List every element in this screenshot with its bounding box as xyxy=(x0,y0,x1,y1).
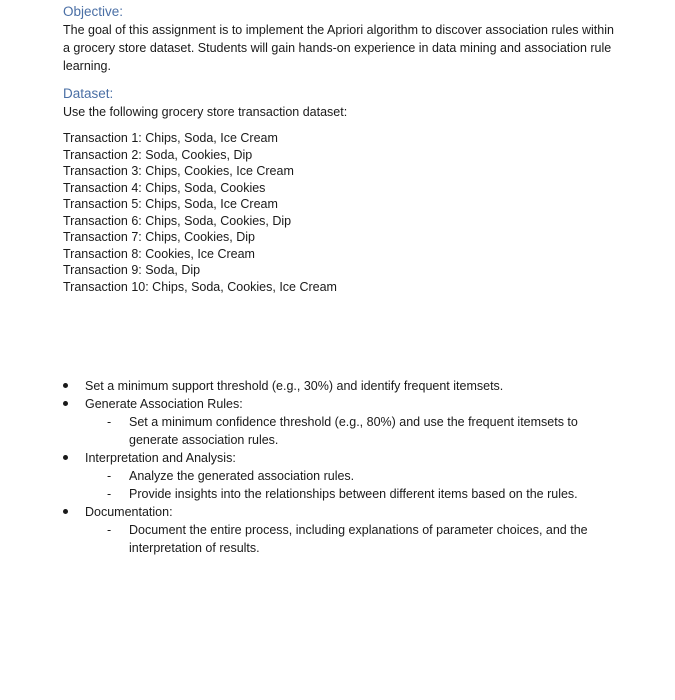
subtask-text: Provide insights into the relationships between different items based on the rules. xyxy=(129,487,578,501)
task-text: Generate Association Rules: xyxy=(85,397,243,411)
bullet-icon xyxy=(63,401,68,406)
transaction-line: Transaction 2: Soda, Cookies, Dip xyxy=(63,147,253,162)
task-text: Set a minimum support threshold (e.g., 30%) and identify frequent itemsets. xyxy=(85,379,504,393)
transaction-line: Transaction 9: Soda, Dip xyxy=(63,263,201,277)
task-text: Interpretation and Analysis: xyxy=(85,451,236,465)
dash-marker: - xyxy=(107,487,112,501)
objective-heading: Objective: xyxy=(63,4,124,19)
transaction-list xyxy=(63,130,337,295)
dash-marker: - xyxy=(107,415,112,429)
objective-paragraph: The goal of this assignment is to implement the Apriori algorithm to discover association rules within a grocery store dataset. Students will gain hands-on experience in data mining and association rule learning. xyxy=(63,23,614,73)
task-item xyxy=(63,395,623,413)
subtask-item xyxy=(63,521,623,557)
task-text: Documentation: xyxy=(85,505,173,519)
transaction-line: Transaction 5: Chips, Soda, Ice Cream xyxy=(63,197,278,211)
transaction-line: Transaction 7: Chips, Cookies, Dip xyxy=(63,230,255,244)
transaction-line: Transaction 8: Cookies, Ice Cream xyxy=(63,246,255,261)
transaction-line: Transaction 3: Chips, Cookies, Ice Cream xyxy=(63,164,294,178)
subtask-item xyxy=(63,467,623,485)
subtask-text: Document the entire process, including explanations of parameter choices, and the interpretation of results. xyxy=(129,523,588,555)
subtask-item xyxy=(63,485,623,503)
transaction-line: Transaction 1: Chips, Soda, Ice Cream xyxy=(63,131,278,145)
transaction-line: Transaction 6: Chips, Soda, Cookies, Dip xyxy=(63,213,292,228)
bullet-icon xyxy=(63,383,68,388)
subtask-text: Set a minimum confidence threshold (e.g., 80%) and use the frequent itemsets to generate association rules. xyxy=(129,415,578,447)
dash-marker: - xyxy=(107,523,112,537)
task-item xyxy=(63,449,623,467)
transaction-line: Transaction 10: Chips, Soda, Cookies, Ice Cream xyxy=(63,279,337,294)
task-item xyxy=(63,503,623,521)
task-list xyxy=(63,377,623,557)
dataset-heading: Dataset: xyxy=(63,86,114,101)
subtask-text: Analyze the generated association rules. xyxy=(129,469,355,483)
dash-marker: - xyxy=(107,469,112,483)
subtask-item xyxy=(63,413,623,449)
bullet-icon xyxy=(63,455,68,460)
bullet-icon xyxy=(63,509,68,514)
dataset-intro: Use the following grocery store transaction dataset: xyxy=(63,105,348,119)
transaction-line: Transaction 4: Chips, Soda, Cookies xyxy=(63,180,266,195)
task-item xyxy=(63,377,623,395)
